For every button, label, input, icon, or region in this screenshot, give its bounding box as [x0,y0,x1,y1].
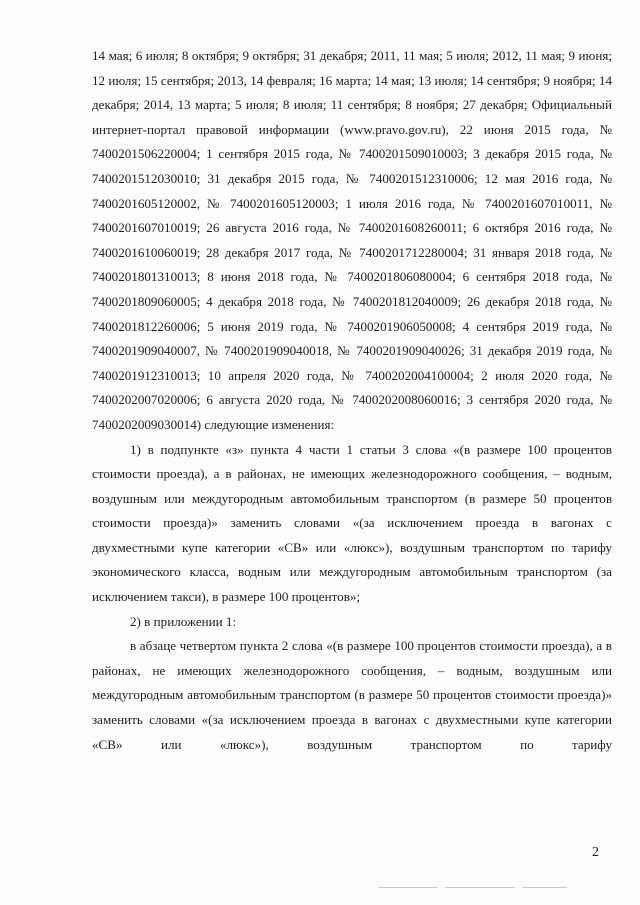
paragraph-item-2-sub: в абзаце четвертом пункта 2 слова «(в размере 100 процентов стоимости проезда), а в районах, не имеющих железнодорожного сообщения, – водным, воздушным или междугородным автомобильным транспортом (в размере 50 процентов стоимости проезда)» заменить словами «(за исключением проезда в вагонах с двухместными купе категории «СВ» или «люкс»), воздушным транспортом по тарифу [92,638,612,752]
scan-artifact-line [378,887,438,888]
page-number: 2 [592,845,599,860]
document-body [92,44,612,757]
paragraph-item-2: 2) в приложении 1: [130,613,237,629]
scan-artifact-line [445,887,515,888]
scan-artifact-line [522,887,567,888]
paragraph-item-1: 1) в подпункте «з» пункта 4 части 1 статьи 3 слова «(в размере 100 процентов стоимости проезда), а в районах, не имеющих железнодорожного сообщения, – водным, воздушным или междугородным автомобильным транспортом (в размере 50 процентов стоимости проезда)» заменить словами «(за исключением проезда в вагонах с двухместными купе категории «СВ» или «люкс»), воздушным транспортом по тарифу экономического класса, водным или междугородным автомобильным транспортом (за исключением такси), в размере 100 процентов»; [92,441,612,605]
paragraph-continuation: 14 мая; 6 июля; 8 октября; 9 октября; 31 декабря; 2011, 11 мая; 5 июля; 2012, 11 мая; 9 июня; 12 июля; 15 сентября; 2013, 14 февраля; 16 марта; 14 мая; 13 июля; 14 сентября; 9 ноября; 14 декабря; 2014, 13 марта; 5 июля; 8 июля; 11 сентября; 8 ноября; 27 декабря; Официальный интернет-портал правовой информации (www.pravo.gov.ru), 22 июня 2015 года, № 7400201506220004; 1 сентября 2015 года, № 7400201509010003; 3 декабря 2015 года, № 7400201512030010; 31 декабря 2015 года, № 7400201512310006; 12 мая 2016 года, № 7400201605120002, № 7400201605120003; 1 июля 2016 года, № 7400201607010011, № 7400201607010019; 26 августа 2016 года, № 7400201608260011; 6 октября 2016 года, № 7400201610060019; 28 декабря 2017 года, № 7400201712280004; 31 января 2018 года, № 7400201801310013; 8 июня 2018 года, № 7400201806080004; 6 сентября 2018 года, № 7400201809060005; 4 декабря 2018 года, № 7400201812040009; 26 декабря 2018 года, № 7400201812260006; 5 июня 2019 года, № 7400201906050008; 4 сентября 2019 года, № 7400201909040007, № 7400201909040018, № 7400201909040026; 31 декабря 2019 года, № 7400201912310013; 10 апреля 2020 года, № 7400202004100004; 2 июля 2020 года, № 7400202007020006; 6 августа 2020 года, № 7400202008060016; 3 сентября 2020 года, № 7400202009030014) следующие изменения: [92,48,612,432]
